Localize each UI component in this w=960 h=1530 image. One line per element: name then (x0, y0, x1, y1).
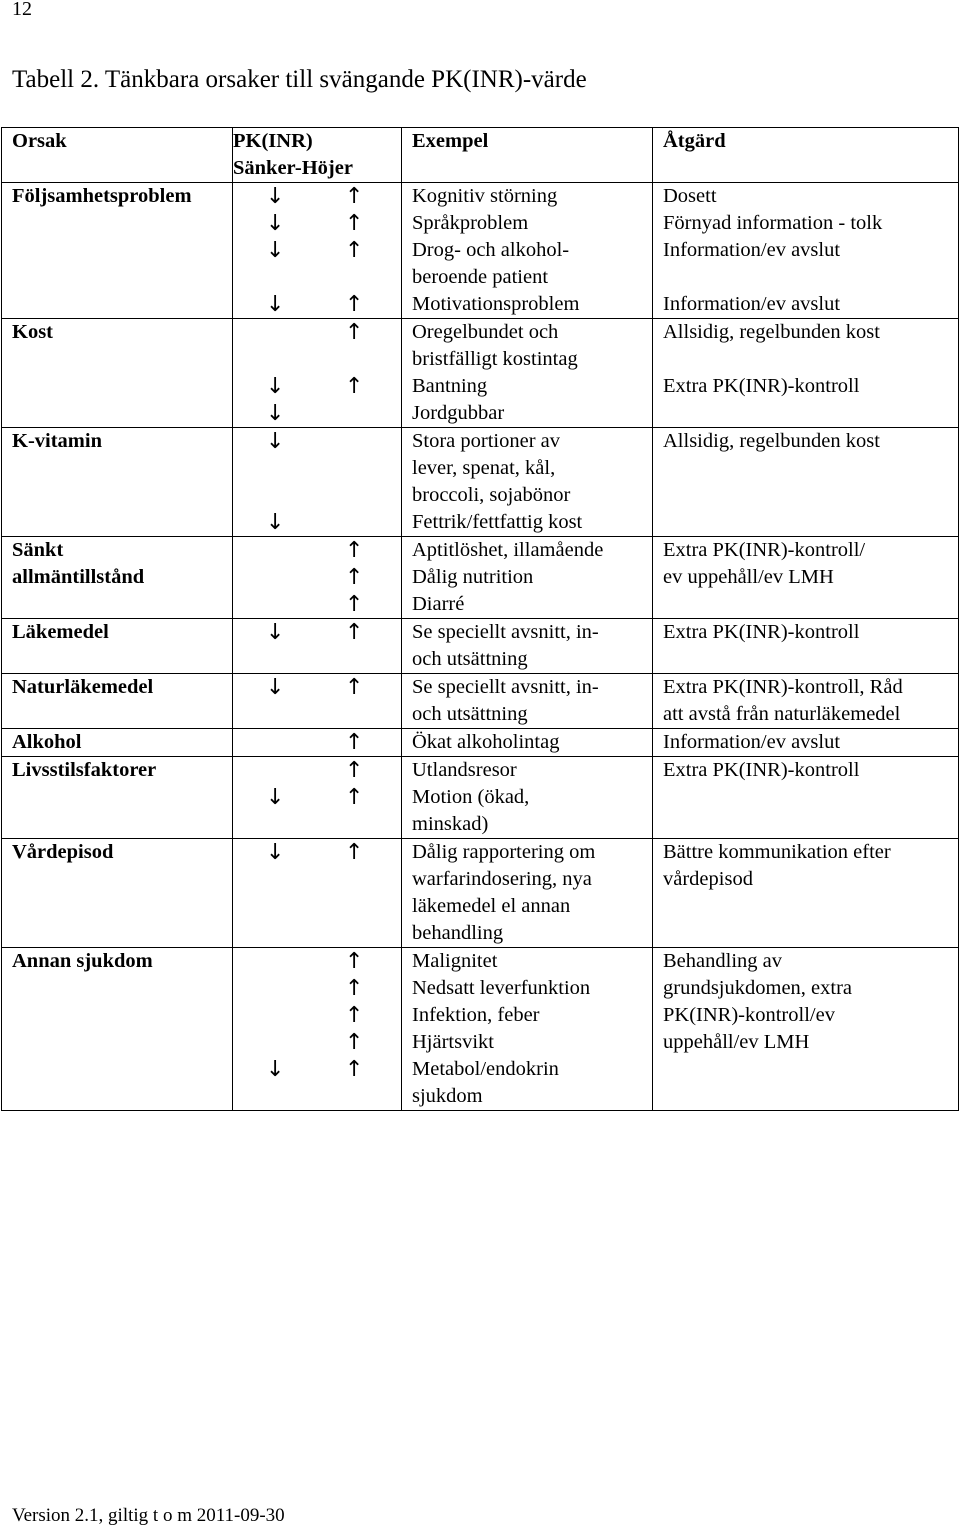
exempel-cell-line: behandling (412, 922, 504, 944)
arrow-down-icon: ↓ (266, 785, 285, 810)
arrow-up-icon: ↑ (345, 320, 364, 345)
exempel-cell-line: minskad) (412, 813, 489, 835)
arrow-down-icon: ↓ (266, 211, 285, 236)
atgard-cell-line: Extra PK(INR)-kontroll (663, 375, 860, 397)
table-row (2, 839, 959, 948)
atgard-cell-line: Allsidig, regelbunden kost (663, 430, 880, 452)
arrow-up-icon: ↑ (345, 565, 364, 590)
atgard-cell-line: vårdepisod (663, 868, 753, 890)
atgard-cell-line: ev uppehåll/ev LMH (663, 566, 834, 588)
table-row (2, 319, 959, 428)
exempel-cell-line: Infektion, feber (412, 1004, 540, 1026)
atgard-cell-line: Extra PK(INR)-kontroll/ (663, 539, 866, 561)
exempel-cell (402, 674, 653, 729)
exempel-cell-line: och utsättning (412, 648, 528, 670)
exempel-cell-line: beroende patient (412, 266, 549, 288)
causes-table (1, 127, 959, 1111)
arrow-up-icon: ↑ (345, 620, 364, 645)
arrow-up-icon: ↑ (345, 976, 364, 1001)
exempel-cell-line: Oregelbundet och (412, 321, 559, 343)
header-pk-line1: PK(INR) (233, 130, 313, 152)
exempel-cell-line: Metabol/endokrin (412, 1058, 559, 1080)
pk-cell (233, 729, 402, 757)
atgard-cell-line: Extra PK(INR)-kontroll, Råd (663, 676, 903, 698)
atgard-cell-line (663, 646, 958, 673)
arrow-down-icon: ↓ (266, 238, 285, 263)
atgard-cell-line: uppehåll/ev LMH (663, 1031, 810, 1053)
header-orsak: Orsak (2, 128, 233, 183)
atgard-cell-line: Information/ev avslut (663, 239, 841, 261)
exempel-cell-line: Se speciellt avsnitt, in- (412, 621, 599, 643)
orsak-cell-line: Vårdepisod (12, 841, 114, 863)
arrow-up-icon: ↑ (345, 730, 364, 755)
orsak-cell-line: K-vitamin (12, 430, 102, 452)
exempel-cell-line: bristfälligt kostintag (412, 348, 578, 370)
atgard-cell (653, 839, 959, 948)
footer-version: Version 2.1, giltig t o m 2011-09-30 (12, 1505, 285, 1526)
exempel-cell-line: Motivationsproblem (412, 293, 580, 315)
arrow-down-icon: ↓ (266, 840, 285, 865)
exempel-cell-line: Fettrik/fettfattig kost (412, 511, 583, 533)
atgard-cell-line (663, 400, 958, 427)
exempel-cell-line: Språkproblem (412, 212, 529, 234)
exempel-cell-line: Dålig rapportering om (412, 841, 596, 863)
arrow-up-icon: ↑ (345, 184, 364, 209)
atgard-cell-line: Extra PK(INR)-kontroll (663, 759, 860, 781)
pk-cell (233, 619, 402, 674)
orsak-cell-line: Naturläkemedel (12, 676, 154, 698)
arrow-up-icon: ↑ (345, 592, 364, 617)
exempel-cell-line: Stora portioner av (412, 430, 561, 452)
arrow-up-icon: ↑ (345, 675, 364, 700)
orsak-cell-line: Alkohol (12, 731, 82, 753)
atgard-cell-line: Extra PK(INR)-kontroll (663, 621, 860, 643)
arrow-up-icon: ↑ (345, 1057, 364, 1082)
header-atgard: Åtgärd (653, 128, 959, 183)
arrow-up-icon: ↑ (345, 785, 364, 810)
exempel-cell-line: Kognitiv störning (412, 185, 558, 207)
table-row (2, 537, 959, 619)
atgard-cell-line (663, 591, 958, 618)
arrow-down-icon: ↓ (266, 374, 285, 399)
atgard-cell-line: PK(INR)-kontroll/ev (663, 1004, 835, 1026)
header-pk (233, 128, 402, 183)
pk-cell (233, 319, 402, 428)
orsak-cell (2, 319, 233, 428)
exempel-cell-line: Bantning (412, 375, 488, 397)
exempel-cell-line: Se speciellt avsnitt, in- (412, 676, 599, 698)
atgard-cell-line (663, 482, 958, 509)
exempel-cell (402, 757, 653, 839)
atgard-cell-line (663, 811, 958, 838)
arrow-up-icon: ↑ (345, 292, 364, 317)
arrow-up-icon: ↑ (345, 211, 364, 236)
arrow-down-icon: ↓ (266, 401, 285, 426)
pk-cell (233, 428, 402, 537)
exempel-cell-line: och utsättning (412, 703, 528, 725)
atgard-cell-line (663, 509, 958, 536)
exempel-cell-line: broccoli, sojabönor (412, 484, 571, 506)
exempel-cell-line: Ökat alkoholintag (412, 731, 560, 753)
exempel-cell (402, 428, 653, 537)
table-row (2, 674, 959, 729)
exempel-cell-line: Malignitet (412, 950, 498, 972)
atgard-cell (653, 948, 959, 1111)
atgard-cell (653, 319, 959, 428)
exempel-cell (402, 948, 653, 1111)
exempel-cell-line: Drog- och alkohol- (412, 239, 570, 261)
atgard-cell-line (663, 893, 958, 920)
atgard-cell (653, 729, 959, 757)
table-row (2, 183, 959, 319)
exempel-cell-line: Nedsatt leverfunktion (412, 977, 591, 999)
orsak-cell (2, 183, 233, 319)
page-number: 12 (12, 0, 32, 20)
pk-cell (233, 183, 402, 319)
exempel-cell (402, 183, 653, 319)
exempel-cell (402, 839, 653, 948)
atgard-cell-line: Behandling av (663, 950, 782, 972)
exempel-cell-line: Diarré (412, 593, 465, 615)
exempel-cell-line: Aptitlöshet, illamående (412, 539, 604, 561)
atgard-cell-line (663, 346, 958, 373)
exempel-cell (402, 319, 653, 428)
orsak-cell-line: Sänkt (12, 539, 64, 561)
table-row (2, 757, 959, 839)
exempel-cell-line: Dålig nutrition (412, 566, 534, 588)
atgard-cell (653, 619, 959, 674)
exempel-cell-line: Jordgubbar (412, 402, 505, 424)
header-pk-line2: Sänker-Höjer (233, 157, 353, 179)
orsak-cell-line: Följsamhetsproblem (12, 185, 192, 207)
atgard-cell-line: grundsjukdomen, extra (663, 977, 853, 999)
exempel-cell-line: warfarindosering, nya (412, 868, 592, 890)
table-row (2, 619, 959, 674)
atgard-cell (653, 757, 959, 839)
atgard-cell-line (663, 784, 958, 811)
atgard-cell (653, 674, 959, 729)
atgard-cell-line: Bättre kommunikation efter (663, 841, 891, 863)
orsak-cell (2, 757, 233, 839)
atgard-cell-line: Allsidig, regelbunden kost (663, 321, 880, 343)
arrow-down-icon: ↓ (266, 510, 285, 535)
pk-cell (233, 757, 402, 839)
table-title: Tabell 2. Tänkbara orsaker till svängande PK(INR)-värde (12, 66, 587, 93)
arrow-up-icon: ↑ (345, 840, 364, 865)
orsak-cell (2, 839, 233, 948)
arrow-down-icon: ↓ (266, 620, 285, 645)
arrow-up-icon: ↑ (345, 1030, 364, 1055)
arrow-down-icon: ↓ (266, 1057, 285, 1082)
exempel-cell-line: sjukdom (412, 1085, 483, 1107)
orsak-cell (2, 674, 233, 729)
table-row (2, 428, 959, 537)
arrow-down-icon: ↓ (266, 292, 285, 317)
exempel-cell (402, 619, 653, 674)
orsak-cell-line: Livsstilsfaktorer (12, 759, 157, 781)
arrow-up-icon: ↑ (345, 758, 364, 783)
atgard-cell-line (663, 264, 958, 291)
arrow-down-icon: ↓ (266, 675, 285, 700)
atgard-cell-line: Förnyad information - tolk (663, 212, 883, 234)
orsak-cell (2, 729, 233, 757)
arrow-up-icon: ↑ (345, 949, 364, 974)
orsak-cell-line: Kost (12, 321, 53, 343)
exempel-cell-line: Hjärtsvikt (412, 1031, 494, 1053)
atgard-cell-line: Information/ev avslut (663, 293, 841, 315)
header-exempel: Exempel (402, 128, 653, 183)
arrow-down-icon: ↓ (266, 429, 285, 454)
atgard-cell-line: Information/ev avslut (663, 731, 841, 753)
pk-cell (233, 537, 402, 619)
pk-cell (233, 839, 402, 948)
table-row (2, 948, 959, 1111)
arrow-up-icon: ↑ (345, 238, 364, 263)
atgard-cell-line (663, 455, 958, 482)
atgard-cell-line (663, 1083, 958, 1110)
atgard-cell-line (663, 1056, 958, 1083)
atgard-cell (653, 537, 959, 619)
arrow-down-icon: ↓ (266, 184, 285, 209)
atgard-cell-line: Dosett (663, 185, 717, 207)
orsak-cell-line: Läkemedel (12, 621, 109, 643)
orsak-cell (2, 619, 233, 674)
orsak-cell (2, 428, 233, 537)
table-header-row (2, 128, 959, 183)
atgard-cell (653, 183, 959, 319)
table-row (2, 729, 959, 757)
pk-cell (233, 674, 402, 729)
exempel-cell-line: läkemedel el annan (412, 895, 571, 917)
orsak-cell-line: Annan sjukdom (12, 950, 153, 972)
exempel-cell-line: lever, spenat, kål, (412, 457, 556, 479)
orsak-cell-line: allmäntillstånd (12, 566, 145, 588)
orsak-cell (2, 537, 233, 619)
arrow-up-icon: ↑ (345, 538, 364, 563)
exempel-cell (402, 729, 653, 757)
arrow-up-icon: ↑ (345, 1003, 364, 1028)
pk-cell (233, 948, 402, 1111)
atgard-cell-line (663, 920, 958, 947)
orsak-cell (2, 948, 233, 1111)
exempel-cell-line: Utlandsresor (412, 759, 517, 781)
exempel-cell-line: Motion (ökad, (412, 786, 530, 808)
arrow-up-icon: ↑ (345, 374, 364, 399)
atgard-cell (653, 428, 959, 537)
exempel-cell (402, 537, 653, 619)
atgard-cell-line: att avstå från naturläkemedel (663, 703, 901, 725)
